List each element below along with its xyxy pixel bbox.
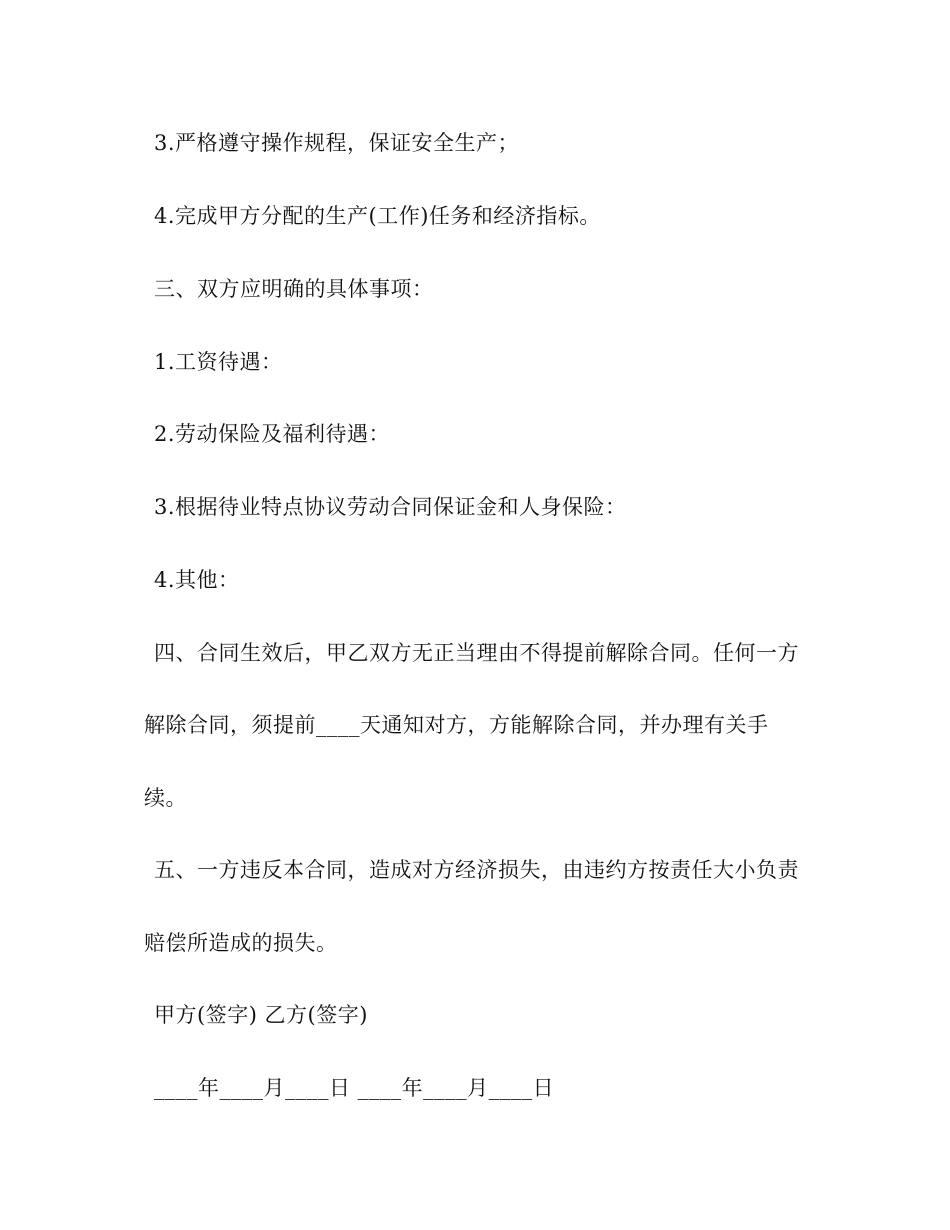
section-3-heading: 三、双方应明确的具体事项：	[154, 277, 434, 301]
section-4-paragraph-line-3: 续。	[144, 786, 187, 810]
signature-labels: 甲方(签字) 乙方(签字)	[154, 1003, 368, 1027]
section-4-paragraph-line-1: 四、合同生效后，甲乙双方无正当理由不得提前解除合同。任何一方	[154, 641, 799, 665]
section-5-paragraph-line-1: 五、一方违反本合同，造成对方经济损失，由违约方按责任大小负责	[154, 858, 799, 882]
section-4-paragraph-line-2: 解除合同，须提前____天通知对方，方能解除合同，并办理有关手	[144, 713, 769, 737]
section-5-paragraph-line-2: 赔偿所造成的损失。	[144, 931, 338, 955]
clause-3-item-3: 3.根据待业特点协议劳动合同保证金和人身保险：	[154, 495, 627, 519]
signature-date-lines: ____年____月____日 ____年____月____日	[154, 1076, 555, 1100]
clause-3-item-1: 1.工资待遇：	[154, 350, 283, 374]
clause-3-item-2: 2.劳动保险及福利待遇：	[154, 422, 391, 446]
clause-2-item-4: 4.完成甲方分配的生产(工作)任务和经济指标。	[154, 204, 601, 228]
clause-3-item-4: 4.其他：	[154, 568, 240, 592]
clause-2-item-3: 3.严格遵守操作规程，保证安全生产；	[154, 131, 520, 155]
